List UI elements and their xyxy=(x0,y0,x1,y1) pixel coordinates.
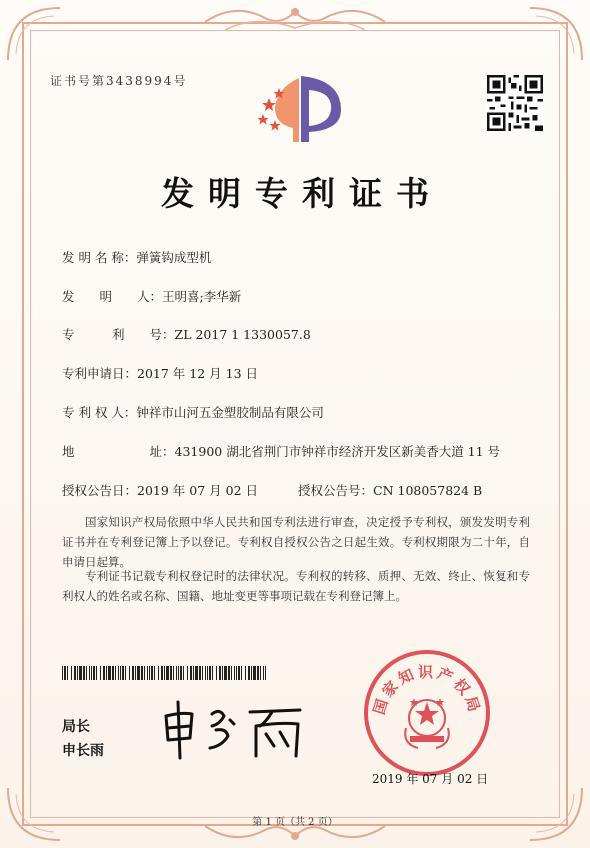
top-ornament xyxy=(195,0,395,40)
corner-ornament-tr xyxy=(520,0,590,70)
patent-office-logo-icon xyxy=(255,68,345,148)
invention-name-value: 弹簧钩成型机 xyxy=(136,250,212,265)
director-signature-icon xyxy=(160,700,310,760)
director-title: 局长 xyxy=(62,719,90,735)
address-row xyxy=(62,442,500,460)
grant-date-row xyxy=(62,481,258,499)
filing-date-label: 专利申请日： xyxy=(62,366,138,381)
address-label: 地 址： xyxy=(62,444,175,459)
certificate-number: 证书号第3438994号 xyxy=(50,74,188,88)
grant-date-label: 授权公告日： xyxy=(62,483,138,498)
corner-ornament-tl xyxy=(0,0,70,70)
grant-statement-paragraph: 国家知识产权局依照中华人民共和国专利法进行审查，决定授予专利权，颁发发明专利证书并在专利登记簿上予以登记。专利权自授权公告之日起生效。专利权期限为二十年，自申请日起算。 xyxy=(62,515,530,569)
page-number: 第 1 页（共 2 页） xyxy=(252,817,338,828)
official-seal-icon xyxy=(362,648,492,778)
certificate-title: 发明专利证书 xyxy=(161,174,443,213)
inventor-row xyxy=(62,287,241,305)
patentee-label: 专 利 权 人： xyxy=(62,405,137,420)
filing-date-value: 2017 年 12 月 13 日 xyxy=(137,366,259,381)
seal-text: 国家知识产权局 xyxy=(369,663,485,717)
grant-number-label: 授权公告号： xyxy=(298,483,374,498)
grant-number-value: CN 108057824 B xyxy=(373,483,483,498)
patent-number-value: ZL 2017 1 1330057.8 xyxy=(174,327,311,342)
qr-code-icon xyxy=(487,75,543,131)
director-name: 申长雨 xyxy=(62,743,104,759)
invention-name-label: 发 明 名 称： xyxy=(62,250,137,265)
filing-date-row xyxy=(62,364,258,382)
address-value: 431900 湖北省荆门市钟祥市经济开发区新美香大道 11 号 xyxy=(174,444,501,459)
inventor-value: 王明喜;李华新 xyxy=(162,289,242,304)
patentee-row xyxy=(62,403,324,421)
patent-number-row xyxy=(62,325,311,343)
inventor-label: 发 明 人： xyxy=(62,289,163,304)
barcode-icon xyxy=(62,666,266,680)
seal-date: 2019 年 07 月 02 日 xyxy=(372,772,489,786)
patent-number-label: 专 利 号： xyxy=(62,327,175,342)
grant-number-row xyxy=(298,481,482,499)
legal-status-paragraph: 专利证书记载专利权登记时的法律状况。专利权的转移、质押、无效、终止、恢复和专利权人的姓名或名称、国籍、地址变更等事项记载在专利登记簿上。 xyxy=(62,569,530,603)
invention-name-row xyxy=(62,248,211,266)
patentee-value: 钟祥市山河五金塑胶制品有限公司 xyxy=(136,405,324,420)
grant-date-value: 2019 年 07 月 02 日 xyxy=(137,483,259,498)
